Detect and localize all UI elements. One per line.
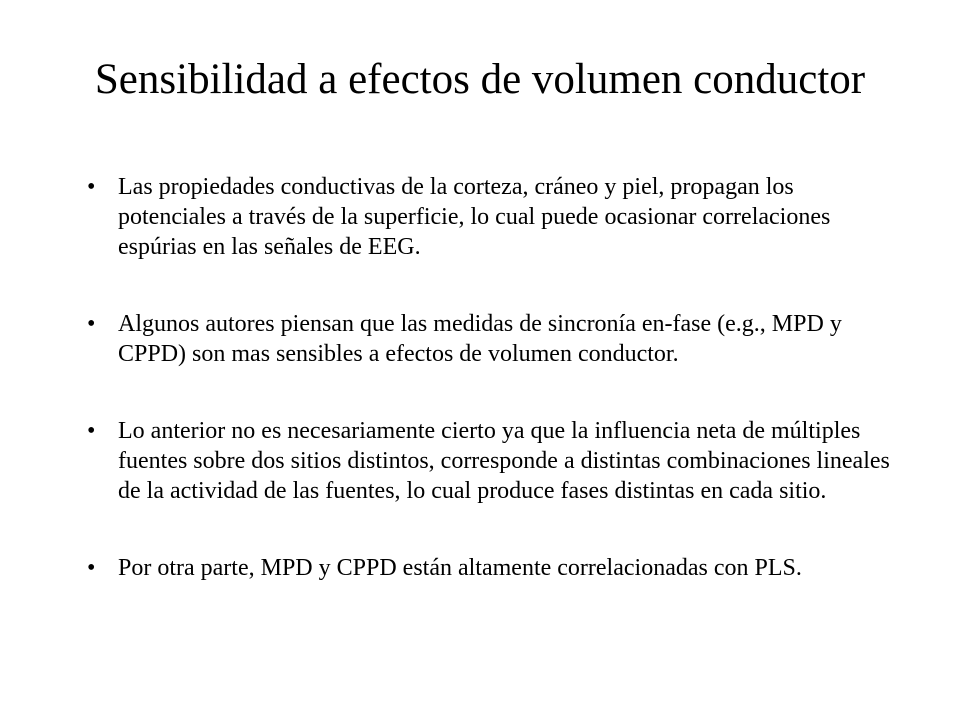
bullet-item: [87, 172, 907, 262]
bullet-marker: •: [87, 555, 96, 581]
bullet-text: Lo anterior no es necesariamente cierto ya que la influencia neta de múltiples fuentes sobre dos sitios distintos, corresponde a distintas combinaciones lineales de la actividad de las fuentes, lo cual produce fases distintas en cada sitio.: [118, 418, 890, 504]
bullet-item: [87, 416, 907, 506]
bullet-item: [87, 309, 907, 369]
bullet-list: [87, 172, 907, 630]
bullet-marker: •: [87, 418, 96, 444]
bullet-marker: •: [87, 174, 96, 200]
bullet-text: Las propiedades conductivas de la corteza, cráneo y piel, propagan los potenciales a través de la superficie, lo cual puede ocasionar correlaciones espúrias en las señales de EEG.: [118, 174, 831, 260]
bullet-text: Por otra parte, MPD y CPPD están altamente correlacionadas con PLS.: [118, 555, 802, 581]
bullet-text: Algunos autores piensan que las medidas de sincronía en-fase (e.g., MPD y CPPD) son mas sensibles a efectos de volumen conductor.: [118, 311, 842, 367]
bullet-marker: •: [87, 311, 96, 337]
slide-title: Sensibilidad a efectos de volumen conductor: [94, 56, 866, 103]
bullet-item: [87, 553, 907, 583]
